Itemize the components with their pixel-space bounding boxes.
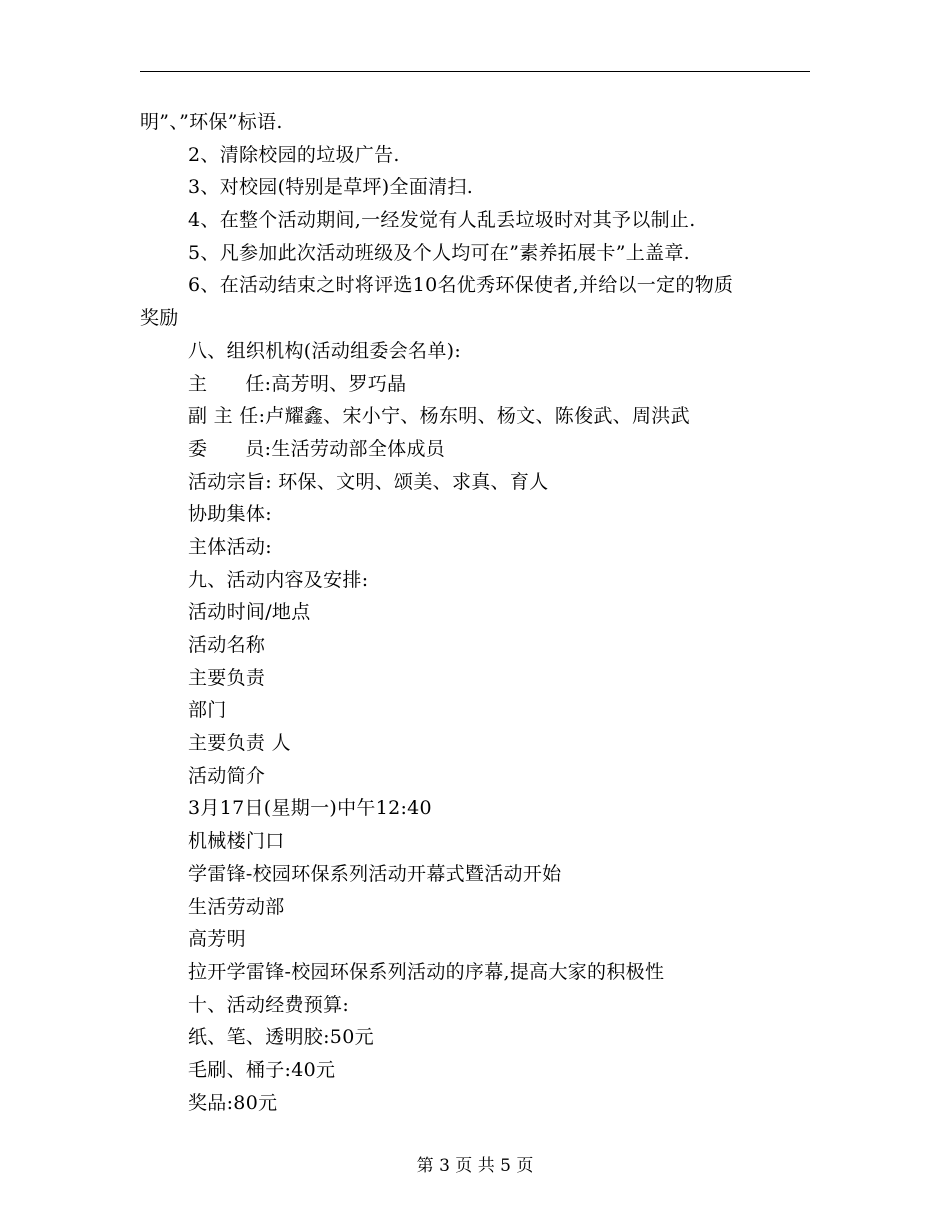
page-number: 第 3 页 共 5 页 xyxy=(416,1156,534,1176)
schedule-time: 3月17日(星期一)中午12:40 xyxy=(188,797,432,820)
section-heading-budget: 十、活动经费预算: xyxy=(188,993,350,1016)
header-rule xyxy=(140,71,810,72)
committee-deputy-director: 副 主 任:卢耀鑫、宋小宁、杨东明、杨文、陈俊武、周洪武 xyxy=(188,405,690,428)
budget-item-prizes: 奖品:80元 xyxy=(188,1091,278,1114)
section-heading-schedule: 九、活动内容及安排: xyxy=(188,568,369,591)
budget-item-stationery: 纸、笔、透明胶:50元 xyxy=(188,1026,374,1049)
document-body xyxy=(140,106,810,1119)
section-heading-organization: 八、组织机构(活动组委会名单): xyxy=(188,339,462,362)
schedule-col-person: 主要负责 人 xyxy=(188,732,291,755)
schedule-place: 机械楼门口 xyxy=(188,830,285,853)
doc-line-5: 5、凡参加此次活动班级及个人均可在”素养拓展卡”上盖章. xyxy=(188,241,690,264)
schedule-activity-name: 学雷锋-校园环保系列活动开幕式暨活动开始 xyxy=(188,862,562,885)
schedule-col-summary: 活动简介 xyxy=(188,764,266,787)
committee-director: 主 任:高芳明、罗巧晶 xyxy=(188,372,407,395)
doc-line-3: 3、对校园(特别是草坪)全面清扫. xyxy=(188,176,474,199)
doc-line-7: 奖励 xyxy=(140,307,179,330)
schedule-col-time-place: 活动时间/地点 xyxy=(188,601,311,624)
main-activity: 主体活动: xyxy=(188,535,272,558)
schedule-person: 高芳明 xyxy=(188,928,246,951)
doc-line-1: 明”、”环保”标语. xyxy=(140,111,283,133)
schedule-col-name: 活动名称 xyxy=(188,634,266,656)
schedule-col-dept-2: 部门 xyxy=(188,699,227,722)
doc-line-4: 4、在整个活动期间,一经发觉有人乱丢垃圾时对其予以制止. xyxy=(188,209,696,232)
schedule-department: 生活劳动部 xyxy=(188,895,285,918)
assisting-group: 协助集体: xyxy=(188,503,272,526)
doc-line-2: 2、清除校园的垃圾广告. xyxy=(188,143,400,166)
committee-members: 委 员:生活劳动部全体成员 xyxy=(188,437,446,460)
activity-purpose: 活动宗旨: 环保、文明、颂美、求真、育人 xyxy=(188,470,549,493)
budget-item-brushes: 毛刷、桶子:40元 xyxy=(188,1058,336,1081)
doc-line-6: 6、在活动结束之时将评选10名优秀环保使者,并给以一定的物质 xyxy=(188,274,734,297)
schedule-summary: 拉开学雷锋-校园环保系列活动的序幕,提高大家的积极性 xyxy=(188,960,665,983)
schedule-col-dept-1: 主要负责 xyxy=(188,666,266,689)
